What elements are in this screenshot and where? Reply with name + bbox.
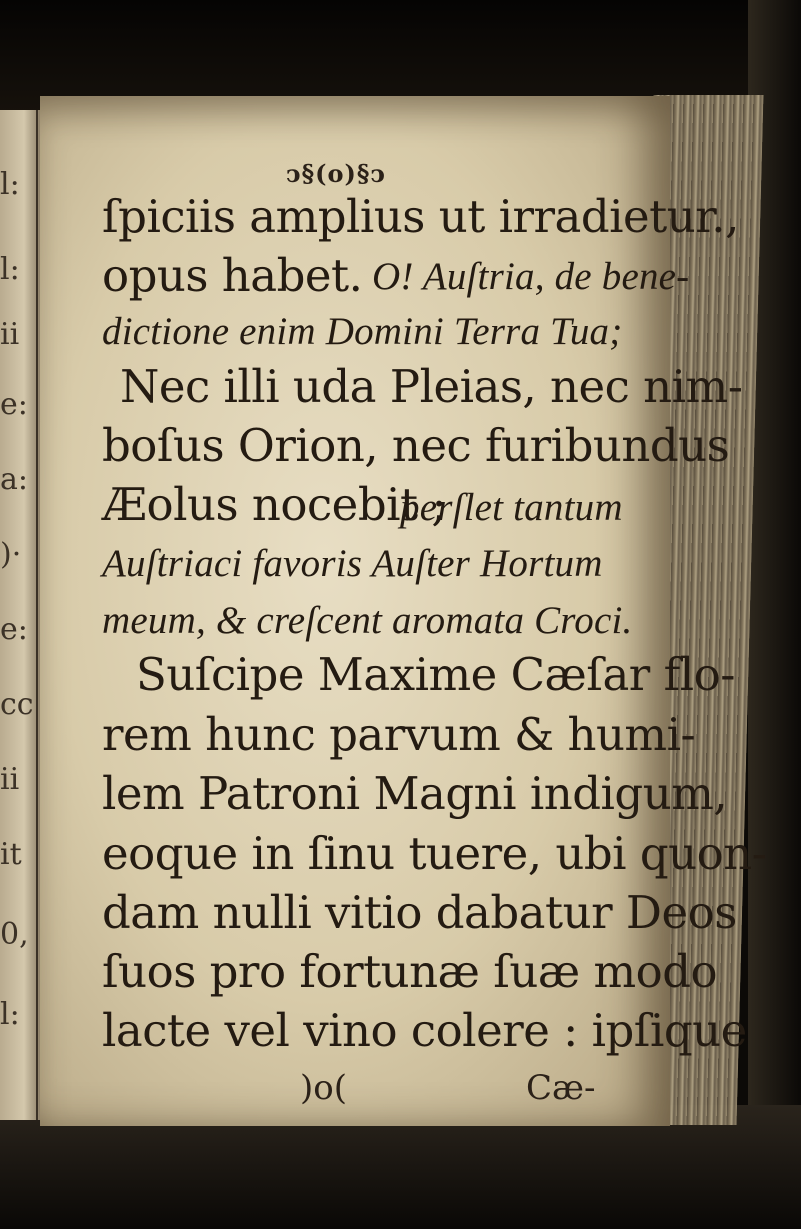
text-line-4: Nec illi uda Pleias, nec nim- [120, 360, 743, 413]
left-fragment: )· [0, 537, 22, 572]
text-line-6: Æolus nocebit ; [102, 478, 447, 531]
left-fragment: l: [0, 167, 20, 202]
left-fragment: l: [0, 252, 20, 287]
text-line-2: opus habet. [102, 249, 363, 302]
left-page-edge [36, 110, 38, 1120]
page-signature: )o( [300, 1068, 347, 1108]
book-page [40, 96, 767, 1126]
left-fragment: ii [0, 762, 20, 797]
text-line-12: eoque in ſinu tuere, ubi quon- [102, 827, 767, 880]
text-line-10: rem hunc parvum & humi- [102, 708, 696, 761]
text-line-1: ſpiciis amplius ut irradietur., [102, 190, 739, 243]
text-line-15: lacte vel vino colere : ipſique [102, 1004, 747, 1057]
left-fragment: e: [0, 612, 28, 647]
page-ornament: ↄ§(o)§ↄ [286, 159, 387, 188]
left-fragment: l: [0, 997, 20, 1032]
text-line-5: boſus Orion, nec furibundus [102, 419, 730, 472]
catchword: Cæ- [526, 1068, 596, 1108]
text-line-14: ſuos pro fortunæ ſuæ modo [102, 945, 718, 998]
text-line-3: dictione enim Domini Terra Tua; [102, 310, 623, 353]
text-line-6-italic: perſlet tantum [400, 486, 623, 529]
text-line-9: Suſcipe Maxime Cæſar flo- [136, 648, 735, 701]
page-text [40, 96, 767, 1126]
text-line-11: lem Patroni Magni indigum, [102, 767, 728, 820]
text-line-7: Auſtriaci favoris Auſter Hortum [102, 542, 603, 585]
left-fragment: cc [0, 687, 34, 722]
left-fragment: e: [0, 387, 28, 422]
text-line-13: dam nulli vitio dabatur Deos [102, 886, 737, 939]
left-neighbor-page [0, 110, 40, 1120]
text-line-8: meum, & creſcent aromata Croci. [102, 599, 633, 642]
left-fragment: 0, [0, 917, 29, 952]
left-fragment: it [0, 837, 22, 872]
left-fragment: ii [0, 317, 20, 352]
text-line-2-italic: O! Auſtria, de bene- [372, 255, 690, 298]
left-fragment: a: [0, 462, 28, 497]
